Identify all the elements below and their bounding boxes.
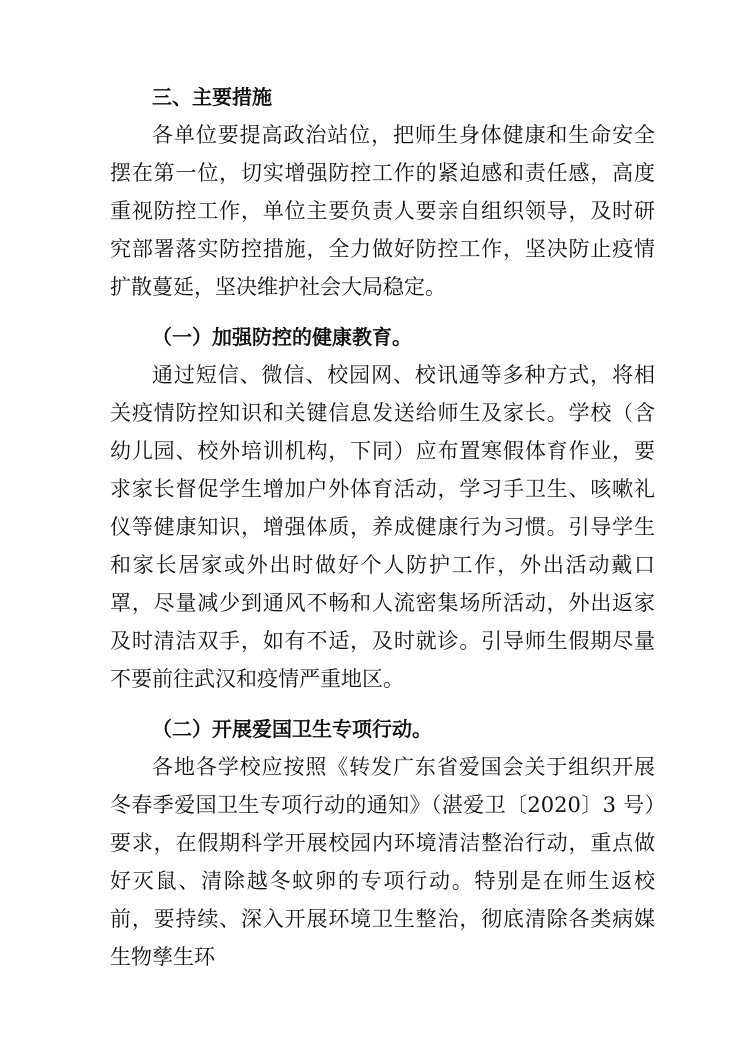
- intro-paragraph: 各单位要提高政治站位，把师生身体健康和生命安全摆在第一位，切实增强防控工作的紧迫感和责任感，高度重视防控工作，单位主要负责人要亲自组织领导，及时研究部署落实防控措施，全力做好防控工作，坚决防止疫情扩散蔓延，坚决维护社会大局稳定。: [110, 123, 655, 299]
- sanitation-campaign-paragraph: 各地各学校应按照《转发广东省爱国会关于组织开展冬春季爱国卫生专项行动的通知》（湛爱卫〔2020〕3 号）要求，在假期科学开展校园内环境清洁整治行动，重点做好灭鼠、清除越冬蚊卵的专项行动。特别是在师生返校前，要持续、深入开展环境卫生整治，彻底清除各类病媒生物孳生环: [110, 755, 655, 969]
- document-body: [110, 78, 655, 976]
- section-heading-main-measures: 三、主要措施: [152, 85, 272, 109]
- health-education-paragraph: 通过短信、微信、校园网、校讯通等多种方式，将相关疫情防控知识和关键信息发送给师生及家长。学校（含幼儿园、校外培训机构，下同）应布置寒假体育作业，要求家长督促学生增加户外体育活动，学习手卫生、咳嗽礼仪等健康知识，增强体质，养成健康行为习惯。引导学生和家长居家或外出时做好个人防护工作，外出活动戴口罩，尽量减少到通风不畅和人流密集场所活动，外出返家及时清洁双手，如有不适，及时就诊。引导师生假期尽量不要前往武汉和疫情严重地区。: [110, 363, 655, 691]
- subsection-heading-health-education: （一）加强防控的健康教育。: [152, 325, 412, 349]
- subsection-heading-sanitation-campaign: （二）开展爱国卫生专项行动。: [152, 717, 432, 741]
